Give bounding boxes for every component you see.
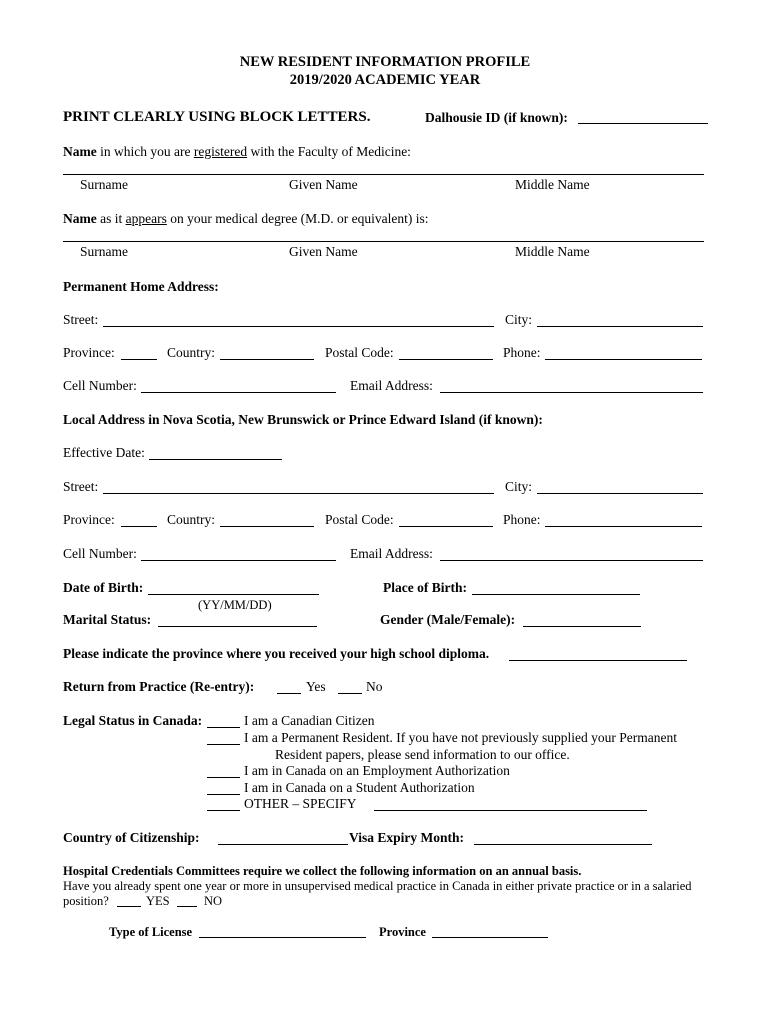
street-label: Street:	[63, 479, 99, 494]
phone-label: Phone:	[503, 345, 541, 360]
country-label: Country:	[167, 345, 216, 360]
permanent-country-field[interactable]	[220, 359, 314, 360]
gender-label: Gender (Male/Female):	[380, 612, 516, 627]
permanent-street-field[interactable]	[103, 326, 494, 327]
local-cell-field[interactable]	[141, 560, 336, 561]
given-name-label: Given Name	[289, 244, 358, 259]
postal-code-label: Postal Code:	[325, 345, 394, 360]
legal-citizen-blank[interactable]	[207, 727, 240, 728]
permanent-city-field[interactable]	[537, 326, 703, 327]
street-label: Street:	[63, 312, 99, 327]
city-label: City:	[505, 479, 533, 494]
legal-other-blank[interactable]	[207, 810, 240, 811]
legal-permanent-option: I am a Permanent Resident. If you have not previously supplied your Permanent	[244, 730, 678, 745]
legal-citizen-option: I am a Canadian Citizen	[244, 713, 375, 728]
dob-format-hint: (YY/MM/DD)	[198, 598, 272, 612]
dalhousie-id-field[interactable]	[578, 123, 708, 124]
middle-name-label: Middle Name	[515, 244, 590, 259]
name-registered-field[interactable]	[63, 174, 704, 175]
legal-student-option: I am in Canada on a Student Authorization	[244, 780, 475, 795]
local-email-field[interactable]	[440, 560, 703, 561]
city-label: City:	[505, 312, 533, 327]
return-no-blank[interactable]	[338, 693, 362, 694]
middle-name-label: Middle Name	[515, 177, 590, 192]
dob-field[interactable]	[148, 594, 319, 595]
license-type-field[interactable]	[199, 937, 366, 938]
local-country-field[interactable]	[220, 526, 314, 527]
return-yes-label: Yes	[306, 679, 326, 694]
permanent-email-field[interactable]	[440, 392, 703, 393]
high-school-province-field[interactable]	[509, 660, 687, 661]
phone-label: Phone:	[503, 512, 541, 527]
practice-no-label: NO	[204, 894, 223, 908]
legal-other-specify-field[interactable]	[374, 810, 647, 811]
academic-year: 2019/2020 ACADEMIC YEAR	[289, 72, 481, 88]
province-label: Province:	[63, 512, 115, 527]
pob-label: Place of Birth:	[383, 580, 467, 595]
citizenship-label: Country of Citizenship:	[63, 830, 200, 845]
legal-other-option: OTHER – SPECIFY	[244, 796, 357, 811]
permanent-address-heading: Permanent Home Address:	[63, 279, 219, 294]
gender-field[interactable]	[523, 626, 641, 627]
marital-status-label: Marital Status:	[63, 612, 152, 627]
form-title: NEW RESIDENT INFORMATION PROFILE	[239, 54, 531, 70]
practice-yes-label: YES	[146, 894, 170, 908]
name-registered-label: Name in which you are registered with the Faculty of Medicine:	[63, 144, 411, 159]
local-street-field[interactable]	[103, 493, 494, 494]
return-practice-label: Return from Practice (Re-entry):	[63, 679, 255, 694]
visa-expiry-label: Visa Expiry Month:	[349, 830, 465, 845]
high-school-province-label: Please indicate the province where you received your high school diploma.	[63, 646, 490, 661]
email-label: Email Address:	[350, 378, 433, 393]
print-instructions: PRINT CLEARLY USING BLOCK LETTERS.	[63, 109, 371, 125]
surname-label: Surname	[80, 244, 128, 259]
practice-question: Have you already spent one year or more in unsupervised medical practice in Canada in either private practice or in a salaried	[63, 879, 692, 893]
legal-permanent-blank[interactable]	[207, 744, 240, 745]
return-no-label: No	[366, 679, 383, 694]
permanent-province-field[interactable]	[121, 359, 157, 360]
return-yes-blank[interactable]	[277, 693, 301, 694]
effective-date-field[interactable]	[149, 459, 282, 460]
license-province-field[interactable]	[432, 937, 548, 938]
dob-label: Date of Birth:	[63, 580, 144, 595]
legal-student-blank[interactable]	[207, 794, 240, 795]
marital-status-field[interactable]	[158, 626, 317, 627]
given-name-label: Given Name	[289, 177, 358, 192]
practice-yes-blank[interactable]	[117, 906, 141, 907]
legal-employment-option: I am in Canada on an Employment Authorization	[244, 763, 510, 778]
country-label: Country:	[167, 512, 216, 527]
province-label: Province:	[63, 345, 115, 360]
permanent-cell-field[interactable]	[141, 392, 336, 393]
citizenship-field[interactable]	[218, 844, 348, 845]
legal-status-label: Legal Status in Canada:	[63, 713, 203, 728]
practice-question-end: position?	[63, 894, 109, 908]
legal-permanent-note: Resident papers, please send information to our office.	[275, 747, 570, 762]
license-type-label: Type of License	[109, 925, 193, 939]
local-address-heading: Local Address in Nova Scotia, New Brunswick or Prince Edward Island (if known):	[63, 412, 543, 427]
surname-label: Surname	[80, 177, 128, 192]
local-postal-field[interactable]	[399, 526, 493, 527]
name-degree-label: Name as it appears on your medical degree (M.D. or equivalent) is:	[63, 211, 429, 226]
local-phone-field[interactable]	[545, 526, 702, 527]
local-province-field[interactable]	[121, 526, 157, 527]
local-city-field[interactable]	[537, 493, 703, 494]
permanent-postal-field[interactable]	[399, 359, 493, 360]
postal-code-label: Postal Code:	[325, 512, 394, 527]
legal-employment-blank[interactable]	[207, 777, 240, 778]
visa-expiry-field[interactable]	[474, 844, 652, 845]
cell-number-label: Cell Number:	[63, 378, 137, 393]
license-province-label: Province	[379, 925, 426, 939]
effective-date-label: Effective Date:	[63, 445, 145, 460]
hospital-note: Hospital Credentials Committees require we collect the following information on an annual basis.	[63, 864, 582, 878]
cell-number-label: Cell Number:	[63, 546, 137, 561]
name-degree-field[interactable]	[63, 241, 704, 242]
email-label: Email Address:	[350, 546, 433, 561]
practice-no-blank[interactable]	[177, 906, 197, 907]
dalhousie-id-label: Dalhousie ID (if known):	[425, 110, 568, 125]
pob-field[interactable]	[472, 594, 640, 595]
permanent-phone-field[interactable]	[545, 359, 702, 360]
